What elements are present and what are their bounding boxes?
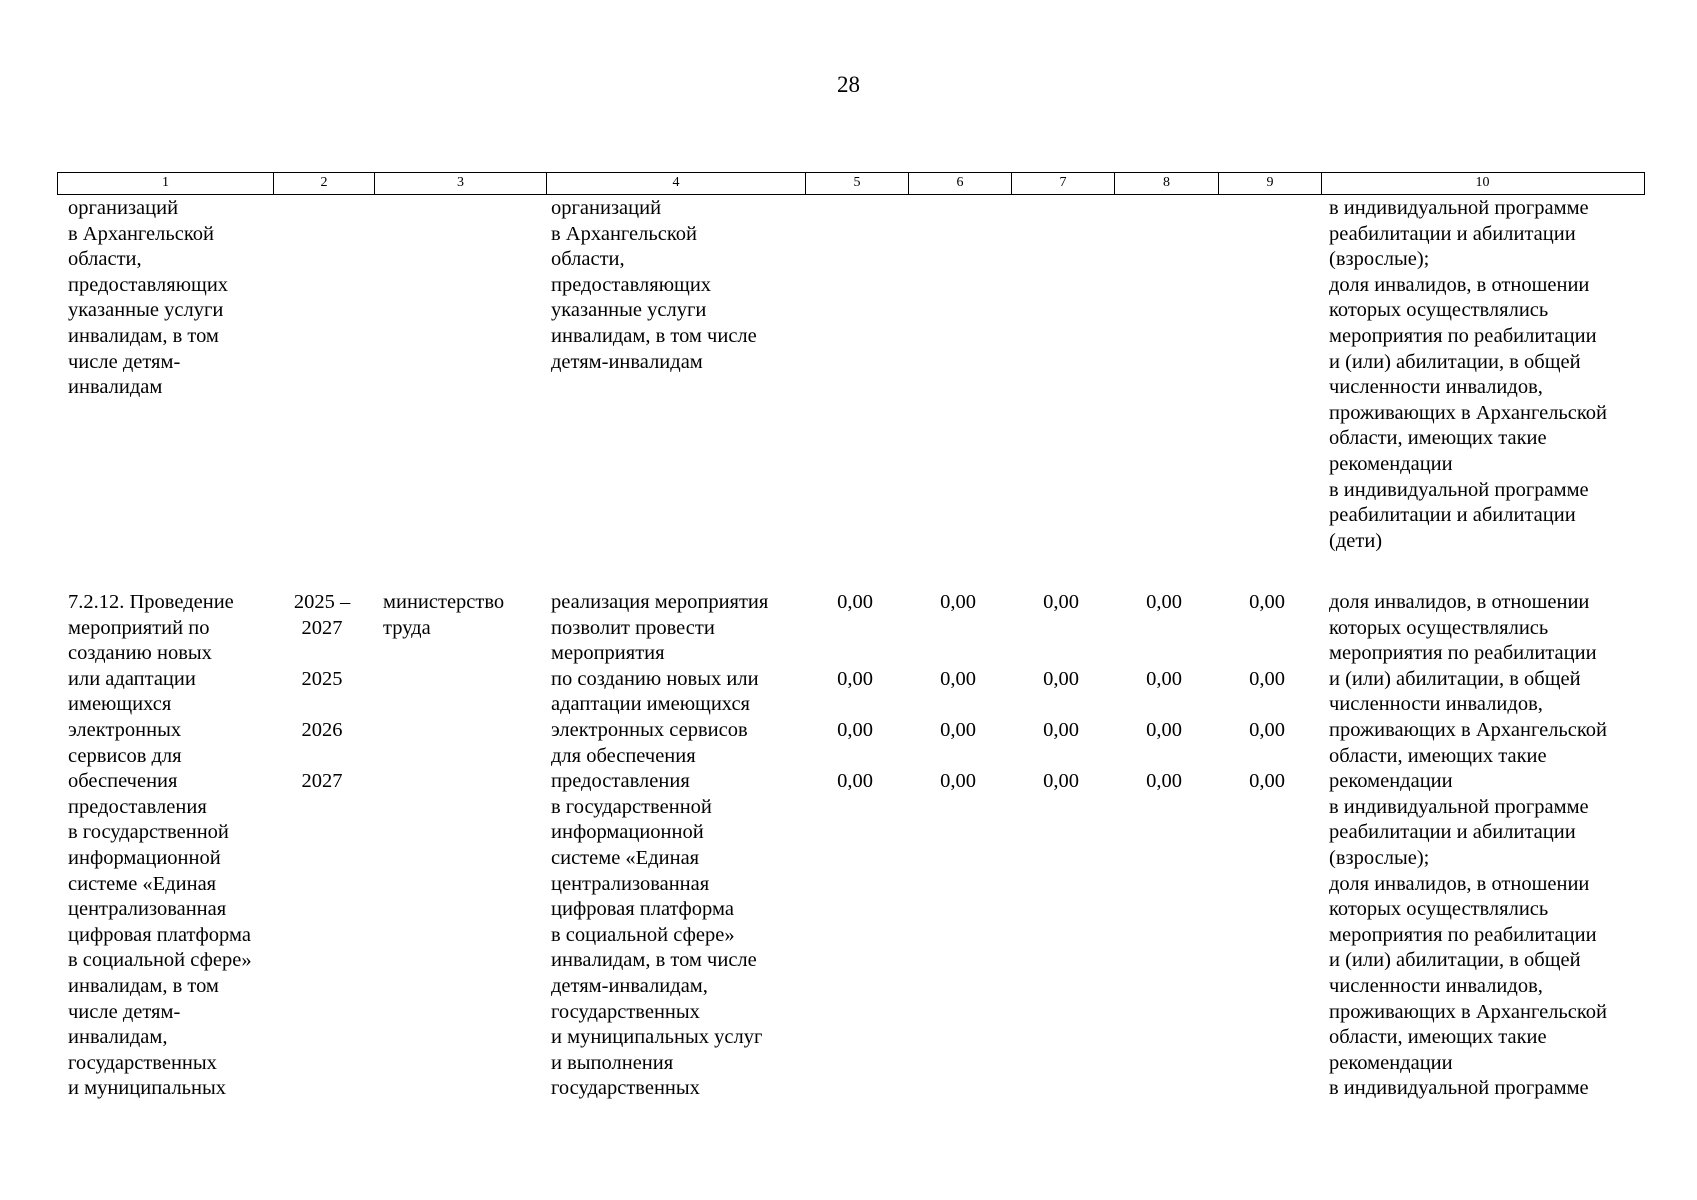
column-header-7: 7 (1011, 173, 1114, 194)
row-7-2-12-col4: реализация мероприятия позволит провести мероприятия по созданию новых или адаптации имеющихся электронных сервисов для обеспечения предоставления в государственной информационной системе «Единая централизованная цифровая платформа в социальной сфере» инвалидам, в том числе детям-инвалидам, государственных и муниципальных услуг и выполнения государственных (551, 591, 769, 1100)
amount-2027-col9: 0,00 (1249, 770, 1285, 792)
column-header-9: 9 (1218, 173, 1321, 194)
amount-total-col8: 0,00 (1146, 591, 1182, 613)
amount-2025-col5: 0,00 (837, 668, 873, 690)
row-7-2-12-year-2025: 2025 (301, 668, 343, 690)
row-7-2-12-col1: 7.2.12. Проведение мероприятий по созданию новых или адаптации имеющихся электронных сервисов для обеспечения предоставления в государственной информационной системе «Единая централизованная цифровая платформа в социальной сфере» инвалидам, в том числе детям- инвалидам, государственных и муниципальных (68, 591, 252, 1100)
continued-row-col1: организаций в Архангельской области, предоставляющих указанные услуги инвалидам, в том числе детям- инвалидам (68, 197, 229, 399)
row-7-2-12-col10: доля инвалидов, в отношении которых осуществлялись мероприятия по реабилитации и (или) абилитации, в общей численности инвалидов, проживающих в Архангельской области, имеющих такие рекомендации в индивидуальной программе реабилитации и абилитации (взрослые); доля инвалидов, в отношении которых осуществлялись мероприятия по реабилитации и (или) абилитации, в общей численности инвалидов, проживающих в Архангельской области, имеющих такие рекомендации в индивидуальной программе (1329, 591, 1608, 1100)
amount-2026-col9: 0,00 (1249, 719, 1285, 741)
amount-2027-col5: 0,00 (837, 770, 873, 792)
column-header-4: 4 (546, 173, 805, 194)
amount-2027-col8: 0,00 (1146, 770, 1182, 792)
column-header-8: 8 (1114, 173, 1218, 194)
column-number-header (57, 172, 1645, 195)
amount-2026-col7: 0,00 (1043, 719, 1079, 741)
column-header-10: 10 (1321, 173, 1643, 194)
amount-2027-col6: 0,00 (940, 770, 976, 792)
amount-2026-col6: 0,00 (940, 719, 976, 741)
amount-2025-col8: 0,00 (1146, 668, 1182, 690)
amount-total-col6: 0,00 (940, 591, 976, 613)
column-header-1: 1 (162, 175, 169, 190)
page-number: 28 (837, 72, 860, 97)
amount-total-col7: 0,00 (1043, 591, 1079, 613)
amount-total-col9: 0,00 (1249, 591, 1285, 613)
amount-2027-col7: 0,00 (1043, 770, 1079, 792)
column-header-6: 6 (908, 173, 1011, 194)
row-7-2-12-year-2027: 2027 (301, 770, 343, 792)
column-header-2: 2 (273, 173, 374, 194)
continued-row-col4: организаций в Архангельской области, предоставляющих указанные услуги инвалидам, в том числе детям-инвалидам (551, 197, 757, 373)
continued-row-col10: в индивидуальной программе реабилитации и абилитации (взрослые); доля инвалидов, в отношении которых осуществлялись мероприятия по реабилитации и (или) абилитации, в общей численности инвалидов, проживающих в Архангельской области, имеющих такие рекомендации в индивидуальной программе реабилитации и абилитации (дети) (1329, 197, 1608, 552)
amount-2025-col6: 0,00 (940, 668, 976, 690)
amount-2025-col9: 0,00 (1249, 668, 1285, 690)
column-header-5: 5 (805, 173, 908, 194)
row-7-2-12-year-range: 2025 – 2027 (293, 591, 351, 639)
row-7-2-12-col3: министерство труда (383, 591, 505, 639)
amount-2026-col5: 0,00 (837, 719, 873, 741)
amount-total-col5: 0,00 (837, 591, 873, 613)
column-header-3: 3 (374, 173, 546, 194)
amount-2025-col7: 0,00 (1043, 668, 1079, 690)
amount-2026-col8: 0,00 (1146, 719, 1182, 741)
row-7-2-12-year-2026: 2026 (301, 719, 343, 741)
